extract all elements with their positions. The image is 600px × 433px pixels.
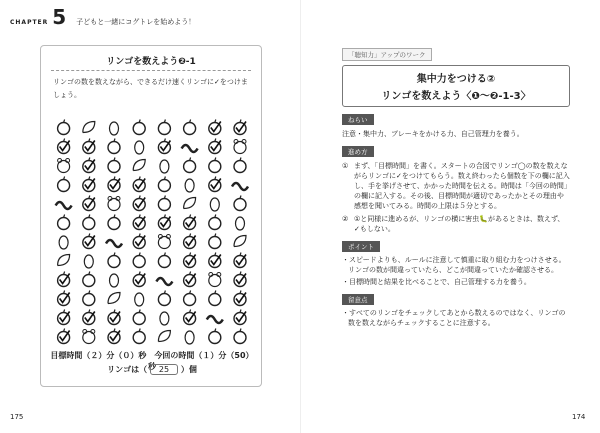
checked-apple-icon [234,253,246,268]
leaf-icon [58,255,70,266]
pear-icon [185,179,194,192]
checked-apple-icon [58,139,70,154]
checked-apple-icon [58,310,70,325]
page-gutter [300,0,301,433]
step-1-number: ① [342,162,349,170]
pear-icon [84,255,93,268]
apple-icon [234,329,246,344]
answer-count: 25 [150,364,178,375]
apple-icon [133,120,145,135]
checked-apple-icon [83,310,95,325]
checked-apple-icon [184,310,196,325]
pear-icon [59,236,68,249]
checked-apple-icon [158,215,170,230]
apple-icon [83,291,95,306]
leaf-icon [83,122,95,133]
bear-icon [209,273,221,287]
leaf-icon [234,236,246,247]
bear-icon [108,197,120,211]
checked-apple-icon [133,272,145,287]
pear-icon [160,160,169,173]
checked-apple-icon [83,139,95,154]
point-2: ・目標時間と結果を比べることで、自己管理する力を養う。 [342,278,531,286]
apple-icon [158,120,170,135]
checked-apple-icon [58,291,70,306]
aim-text: 注意・集中力、ブレーキをかける力、自己管理力を養う。 [342,130,524,138]
worksheet-box [40,45,262,387]
checked-apple-icon [133,234,145,249]
chapter-number: 5 [52,5,67,29]
page-number-left: 175 [10,413,24,421]
apple-icon [209,215,221,230]
apple-icon [158,291,170,306]
apple-icon [83,272,95,287]
apple-icon [133,329,145,344]
apple-icon [184,120,196,135]
apple-icon [133,253,145,268]
pear-icon [135,141,144,154]
count-label: リンゴは（ [107,365,148,374]
bear-icon [158,235,170,249]
checked-apple-icon [158,139,170,154]
point-1: ・スピードよりも、ルールに注意して慎重に取り組む力をつけさせる。リンゴの数が間違っていたら、どこが間違っていたか確認させる。 [342,256,566,274]
checked-apple-icon [209,139,221,154]
pear-icon [160,312,169,325]
step-2-number: ② [342,215,349,223]
checked-apple-icon [83,177,95,192]
apple-icon [133,310,145,325]
caterpillar-icon [56,202,72,209]
page-number-right: 174 [572,413,586,421]
checked-apple-icon [184,234,196,249]
apple-icon [234,158,246,173]
pear-icon [135,293,144,306]
checked-apple-icon [184,272,196,287]
apple-icon [108,158,120,173]
leaf-icon [133,160,145,171]
bear-icon [234,140,246,154]
pear-icon [210,198,219,211]
checked-apple-icon [83,158,95,173]
apple-icon [108,253,120,268]
checked-apple-icon [209,253,221,268]
note-1: ・すべてのリンゴをチェックしてあとから数えるのではなく、リンゴの数を数えながらチェックすることに注意する。 [342,309,566,327]
pear-icon [236,217,245,230]
step-2-text: ①と同様に進めるが、リンゴの横に害虫🐛があるときは、数えず、✓もしない。 [354,215,565,233]
checked-apple-icon [133,196,145,211]
title-line1: 集中力をつける② [416,74,496,85]
checked-apple-icon [184,253,196,268]
title-line2: リンゴを数えよう〈❶〜❷-1-3〉 [381,91,531,102]
icon-grid [51,118,253,346]
checked-apple-icon [83,196,95,211]
apple-icon [108,139,120,154]
checked-apple-icon [234,291,246,306]
apple-icon [108,215,120,230]
apple-icon [209,234,221,249]
apple-icon [234,196,246,211]
leaf-icon [158,331,170,342]
checked-apple-icon [209,120,221,135]
leaf-icon [184,198,196,209]
apple-icon [58,120,70,135]
apple-icon [209,291,221,306]
caterpillar-icon [232,183,248,190]
worksheet-instructions: リンゴの数を数えながら、できるだけ速くリンゴに✓をつけましょう。 [53,78,248,99]
worksheet-title: リンゴを数えよう❷-1 [51,54,251,71]
caterpillar-icon [156,278,172,285]
checked-apple-icon [234,272,246,287]
section-header-points: ポイント [342,241,380,252]
checked-apple-icon [209,177,221,192]
apple-icon [184,158,196,173]
skill-tag: 「聴知力」アップのワーク [342,48,432,61]
checked-apple-icon [184,215,196,230]
section-header-aim: ねらい [342,114,374,125]
caterpillar-icon [207,316,223,323]
checked-apple-icon [108,329,120,344]
apple-icon [158,253,170,268]
apple-icon [158,177,170,192]
exercise-title [342,65,570,107]
pear-icon [110,274,119,287]
caterpillar-icon [182,145,198,152]
bear-icon [58,159,70,173]
step-2 [342,214,570,234]
checked-apple-icon [133,177,145,192]
apple-count-line [49,364,255,375]
chapter-header [10,5,196,29]
pear-icon [110,122,119,135]
checked-apple-icon [234,310,246,325]
count-suffix: ）個 [180,365,197,374]
chapter-label: CHAPTER [10,19,49,26]
apple-icon [209,329,221,344]
right-page [342,42,570,328]
chapter-subtitle: 子どもと一緒にコグトレを始めよう！ [76,18,196,26]
apple-icon [184,291,196,306]
checked-apple-icon [108,310,120,325]
checked-apple-icon [133,215,145,230]
time-record: 目標時間（２）分（０）秒 今回の時間（１）分（50）秒 [50,351,254,371]
apple-icon [58,215,70,230]
checked-apple-icon [234,120,246,135]
step-1-text: まず、「目標時間」を書く。スタートの合図でリンゴ◯の数を数えながらリンゴに✓をつけてもらう。数え終わったら個数を下の欄に記入し、手を挙げさせて、かかった時間を伝える。時間は「今回の時間」の欄に記入する。その後、目標時間が適切であったかとその理由や感想を聞いてみる。時間の上限は５分とする。 [354,162,570,210]
checked-apple-icon [58,329,70,344]
section-header-notes: 留意点 [342,294,374,305]
apple-icon [83,215,95,230]
bear-icon [83,330,95,344]
leaf-icon [108,293,120,304]
caterpillar-icon [106,240,122,247]
pear-icon [185,331,194,344]
checked-apple-icon [108,177,120,192]
checked-apple-icon [83,234,95,249]
apple-icon [209,158,221,173]
apple-icon [158,196,170,211]
step-1 [342,161,570,211]
apple-icon [58,177,70,192]
checked-apple-icon [58,272,70,287]
section-header-steps: 進め方 [342,146,374,157]
